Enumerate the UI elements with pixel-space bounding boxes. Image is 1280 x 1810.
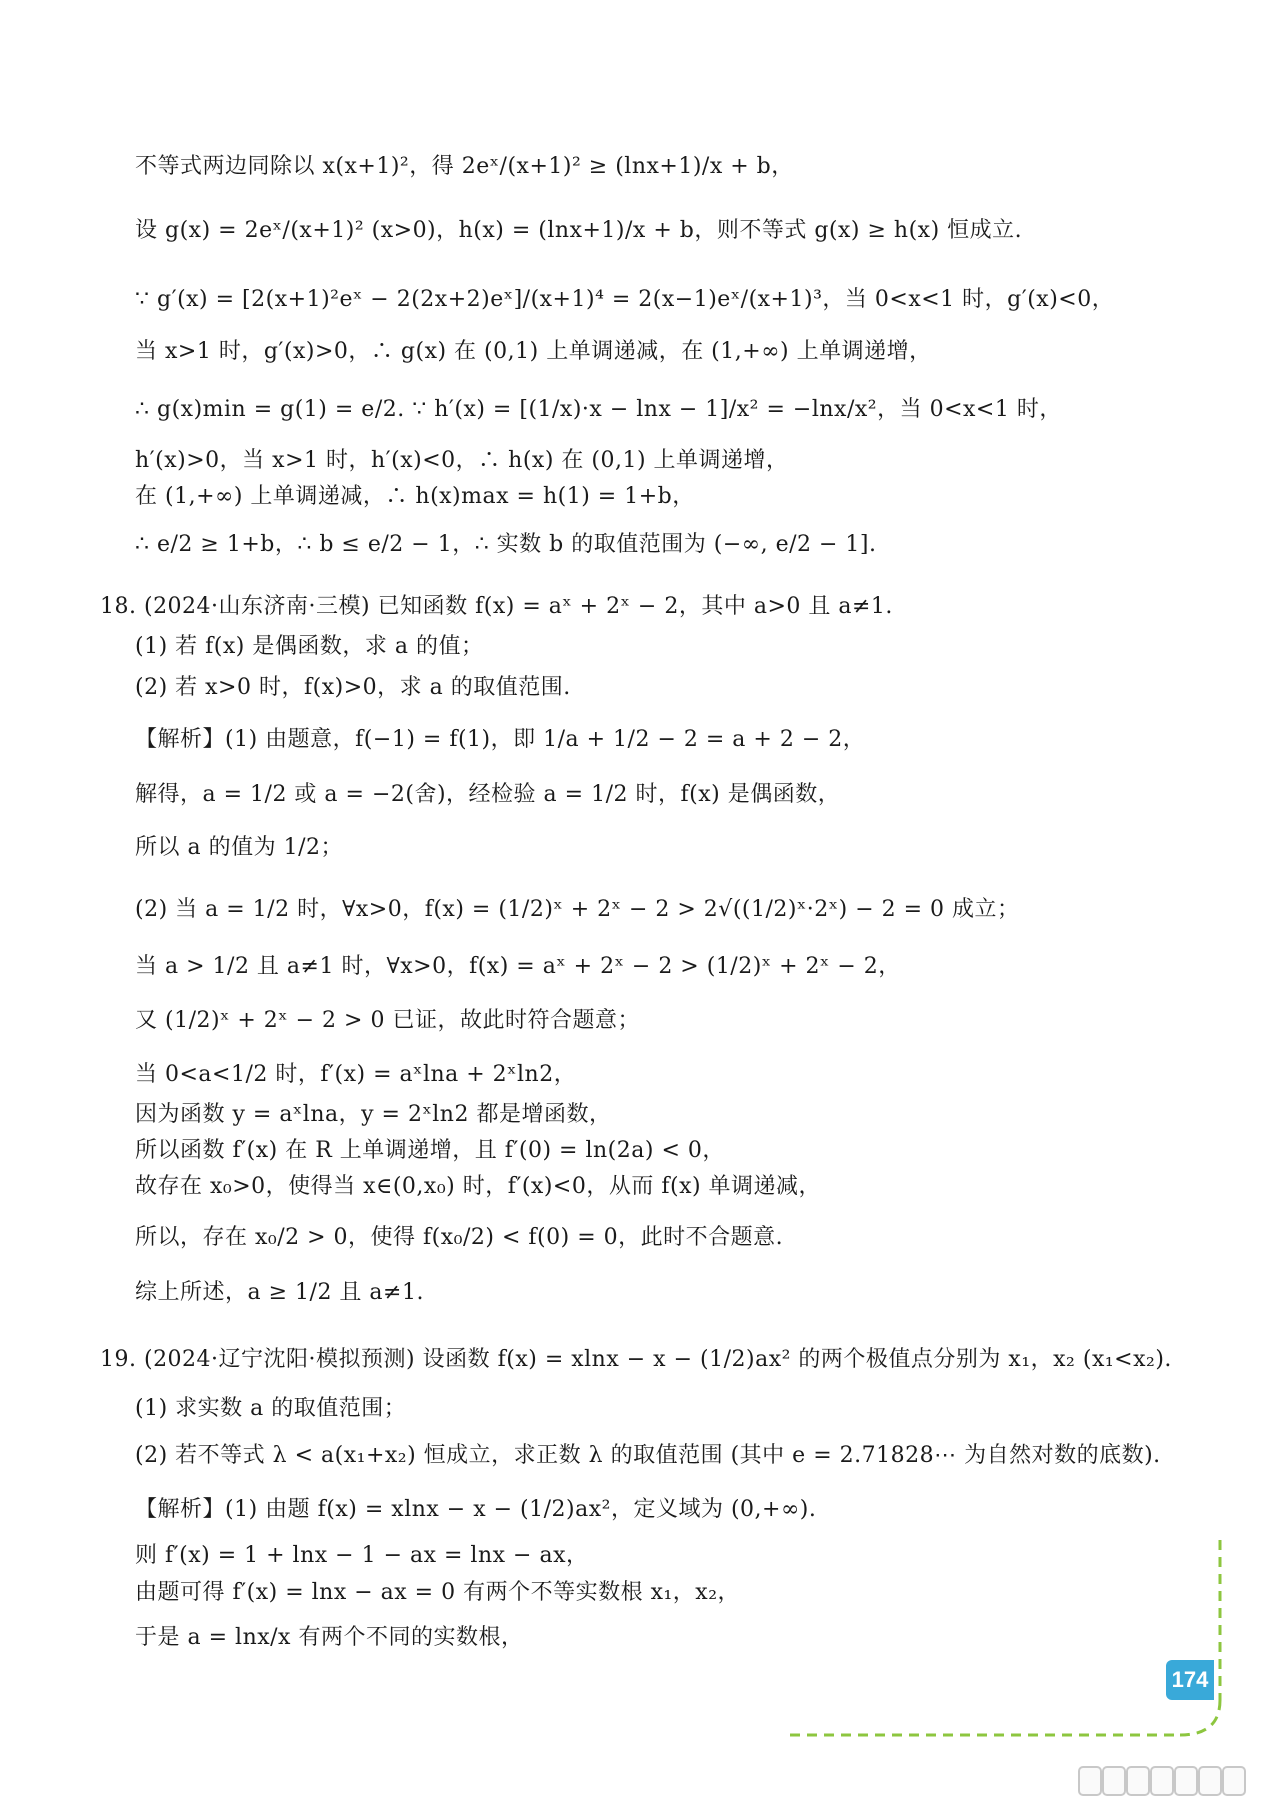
text-line: (2) 当 a = 1/2 时，∀x>0，f(x) = (1/2)ˣ + 2ˣ − 2 > 2√((1/2)ˣ·2ˣ) − 2 = 0 成立； [135, 897, 1020, 922]
text-line: 所以函数 f′(x) 在 R 上单调递增，且 f′(0) = ln(2a) < 0， [135, 1138, 725, 1163]
text-line: h′(x)>0，当 x>1 时，h′(x)<0，∴ h(x) 在 (0,1) 上单调递增， [135, 448, 789, 473]
text-line: 由题可得 f′(x) = lnx − ax = 0 有两个不等实数根 x₁，x₂， [135, 1580, 741, 1605]
text-line: 又 (1/2)ˣ + 2ˣ − 2 > 0 已证，故此时符合题意； [135, 1008, 640, 1033]
text-line: 当 a > 1/2 且 a≠1 时，∀x>0，f(x) = aˣ + 2ˣ − 2 > (1/2)ˣ + 2ˣ − 2， [135, 954, 901, 979]
question-18-part-1: (1) 若 f(x) 是偶函数，求 a 的值； [135, 634, 484, 659]
text-line: 当 0<a<1/2 时，f′(x) = aˣlna + 2ˣln2， [135, 1062, 577, 1087]
text-line: 则 f′(x) = 1 + lnx − 1 − ax = lnx − ax， [135, 1543, 589, 1568]
question-19: 19. (2024·辽宁沈阳·模拟预测) 设函数 f(x) = xlnx − x − (1/2)ax² 的两个极值点分别为 x₁，x₂ (x₁<x₂). [100, 1347, 1172, 1372]
question-18: 18. (2024·山东济南·三模) 已知函数 f(x) = aˣ + 2ˣ − 2，其中 a>0 且 a≠1. [100, 594, 893, 619]
text-line: 所以 a 的值为 1/2； [135, 835, 344, 860]
question-18-part-2: (2) 若 x>0 时，f(x)>0，求 a 的取值范围. [135, 675, 571, 700]
dashed-corner [1180, 1700, 1220, 1735]
text-line: ∴ g(x)min = g(1) = e/2. ∵ h′(x) = [(1/x)·x − lnx − 1]/x² = −lnx/x²，当 0<x<1 时， [135, 397, 1062, 422]
text-line: 解得，a = 1/2 或 a = −2(舍)，经检验 a = 1/2 时，f(x) 是偶函数， [135, 782, 841, 807]
text-line: 故存在 x₀>0，使得当 x∈(0,x₀) 时，f′(x)<0，从而 f(x) 单调递减， [135, 1174, 822, 1199]
page-number: 174 [1166, 1660, 1214, 1700]
text-line: 在 (1,+∞) 上单调递减，∴ h(x)max = h(1) = 1+b， [135, 484, 695, 509]
text-line: 因为函数 y = aˣlna，y = 2ˣln2 都是增函数， [135, 1102, 612, 1127]
solution-18: 【解析】(1) 由题意，f(−1) = f(1)，即 1/a + 1/2 − 2 = a + 2 − 2， [135, 727, 866, 752]
solution-19: 【解析】(1) 由题 f(x) = xlnx − x − (1/2)ax²，定义域为 (0,+∞). [135, 1497, 817, 1522]
text-line: 当 x>1 时，g′(x)>0，∴ g(x) 在 (0,1) 上单调递减，在 (1,+∞) 上单调递增， [135, 339, 932, 364]
text-line: ∵ g′(x) = [2(x+1)²eˣ − 2(2x+2)eˣ]/(x+1)⁴ = 2(x−1)eˣ/(x+1)³，当 0<x<1 时，g′(x)<0， [135, 287, 1115, 312]
question-19-part-1: (1) 求实数 a 的取值范围； [135, 1396, 407, 1421]
text-line: 设 g(x) = 2eˣ/(x+1)² (x>0)，h(x) = (lnx+1)/x + b，则不等式 g(x) ≥ h(x) 恒成立. [135, 218, 1023, 243]
text-line: 综上所述，a ≥ 1/2 且 a≠1. [135, 1280, 424, 1305]
text-line: ∴ e/2 ≥ 1+b，∴ b ≤ e/2 − 1，∴ 实数 b 的取值范围为 (−∞, e/2 − 1]. [135, 532, 877, 557]
question-19-part-2: (2) 若不等式 λ < a(x₁+x₂) 恒成立，求正数 λ 的取值范围 (其中 e = 2.71828⋯ 为自然对数的底数). [135, 1443, 1161, 1468]
text-line: 不等式两边同除以 x(x+1)²，得 2eˣ/(x+1)² ≥ (lnx+1)/x + b， [135, 154, 794, 179]
text-line: 所以，存在 x₀/2 > 0，使得 f(x₀/2) < f(0) = 0，此时不合题意. [135, 1225, 784, 1250]
text-line: 于是 a = lnx/x 有两个不同的实数根， [135, 1625, 524, 1650]
